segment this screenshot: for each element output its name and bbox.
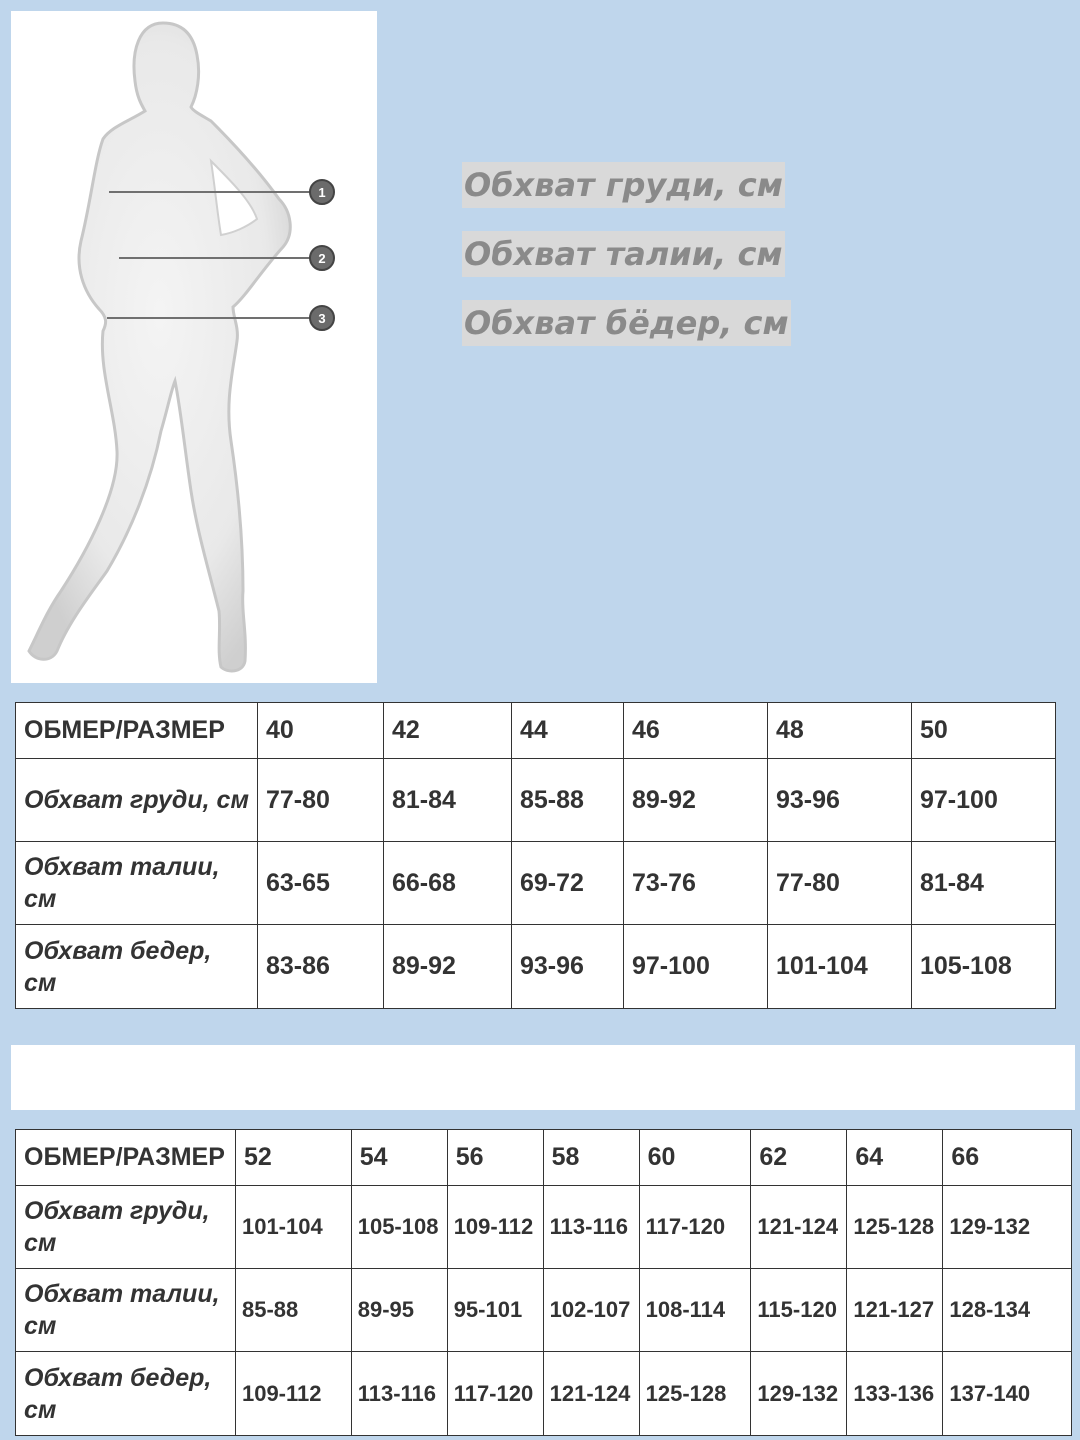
- table-header-row: [16, 703, 1056, 759]
- svg-text:2: 2: [318, 251, 326, 266]
- size-header: 64: [847, 1130, 943, 1186]
- row-label: Обхват бедер, см: [16, 925, 258, 1009]
- table-cell: 108-114: [639, 1269, 751, 1352]
- size-header: 52: [235, 1130, 351, 1186]
- table-cell: 129-132: [943, 1186, 1072, 1269]
- table-cell: 89-92: [384, 925, 512, 1009]
- size-header: 40: [258, 703, 384, 759]
- table-cell: 73-76: [624, 842, 768, 925]
- header-label: ОБМЕР/РАЗМЕР: [16, 703, 258, 759]
- table-cell: 128-134: [943, 1269, 1072, 1352]
- size-header: 44: [512, 703, 624, 759]
- table-cell: 105-108: [912, 925, 1056, 1009]
- table-cell: 113-116: [351, 1352, 447, 1436]
- table-cell: 95-101: [447, 1269, 543, 1352]
- marker-1-icon: [310, 180, 334, 204]
- table-cell: 129-132: [751, 1352, 847, 1436]
- table-row: [16, 1186, 1072, 1269]
- table-cell: 89-95: [351, 1269, 447, 1352]
- table-cell: 133-136: [847, 1352, 943, 1436]
- size-header: 62: [751, 1130, 847, 1186]
- legend-chest: Обхват груди, см: [462, 162, 785, 208]
- size-header: 42: [384, 703, 512, 759]
- table-cell: 101-104: [235, 1186, 351, 1269]
- row-label: Обхват груди, см: [16, 1186, 236, 1269]
- table-cell: 85-88: [512, 759, 624, 842]
- size-table-small: [15, 702, 1056, 1009]
- table-cell: 105-108: [351, 1186, 447, 1269]
- header-label: ОБМЕР/РАЗМЕР: [16, 1130, 236, 1186]
- table-cell: 121-124: [543, 1352, 639, 1436]
- table-cell: 125-128: [639, 1352, 751, 1436]
- table-header-row: [16, 1130, 1072, 1186]
- table-cell: 97-100: [624, 925, 768, 1009]
- table-cell: 121-127: [847, 1269, 943, 1352]
- size-table-large: [15, 1129, 1072, 1436]
- legend-hips: Обхват бёдер, см: [462, 300, 791, 346]
- table-row: [16, 925, 1056, 1009]
- table-cell: 77-80: [258, 759, 384, 842]
- legend-waist: Обхват талии, см: [462, 231, 785, 277]
- row-label: Обхват талии, см: [16, 1269, 236, 1352]
- table-cell: 93-96: [512, 925, 624, 1009]
- table-cell: 89-92: [624, 759, 768, 842]
- marker-2-icon: [310, 246, 334, 270]
- table-cell: 83-86: [258, 925, 384, 1009]
- table-cell: 93-96: [768, 759, 912, 842]
- table-cell: 69-72: [512, 842, 624, 925]
- size-header: 56: [447, 1130, 543, 1186]
- table-cell: 115-120: [751, 1269, 847, 1352]
- table-cell: 102-107: [543, 1269, 639, 1352]
- size-header: 46: [624, 703, 768, 759]
- table-cell: 66-68: [384, 842, 512, 925]
- table-cell: 125-128: [847, 1186, 943, 1269]
- row-label: Обхват груди, см: [16, 759, 258, 842]
- svg-text:1: 1: [318, 185, 326, 200]
- table-cell: 77-80: [768, 842, 912, 925]
- table-row: [16, 759, 1056, 842]
- body-figure-panel: [11, 11, 377, 683]
- table-row: [16, 1352, 1072, 1436]
- row-label: Обхват талии, см: [16, 842, 258, 925]
- table-cell: 81-84: [912, 842, 1056, 925]
- table-cell: 137-140: [943, 1352, 1072, 1436]
- svg-text:3: 3: [318, 311, 326, 326]
- size-header: 54: [351, 1130, 447, 1186]
- table-cell: 121-124: [751, 1186, 847, 1269]
- body-silhouette: [11, 11, 377, 683]
- separator-band: [11, 1045, 1075, 1110]
- table-cell: 109-112: [447, 1186, 543, 1269]
- row-label: Обхват бедер, см: [16, 1352, 236, 1436]
- table-cell: 117-120: [639, 1186, 751, 1269]
- table-cell: 63-65: [258, 842, 384, 925]
- silhouette-shape: [29, 23, 290, 671]
- size-header: 60: [639, 1130, 751, 1186]
- measurement-legend: [462, 162, 862, 369]
- size-header: 50: [912, 703, 1056, 759]
- table-row: [16, 842, 1056, 925]
- table-cell: 113-116: [543, 1186, 639, 1269]
- table-cell: 97-100: [912, 759, 1056, 842]
- table-row: [16, 1269, 1072, 1352]
- table-cell: 117-120: [447, 1352, 543, 1436]
- size-header: 58: [543, 1130, 639, 1186]
- table-cell: 101-104: [768, 925, 912, 1009]
- size-header: 66: [943, 1130, 1072, 1186]
- table-cell: 85-88: [235, 1269, 351, 1352]
- marker-3-icon: [310, 306, 334, 330]
- table-cell: 109-112: [235, 1352, 351, 1436]
- size-header: 48: [768, 703, 912, 759]
- table-cell: 81-84: [384, 759, 512, 842]
